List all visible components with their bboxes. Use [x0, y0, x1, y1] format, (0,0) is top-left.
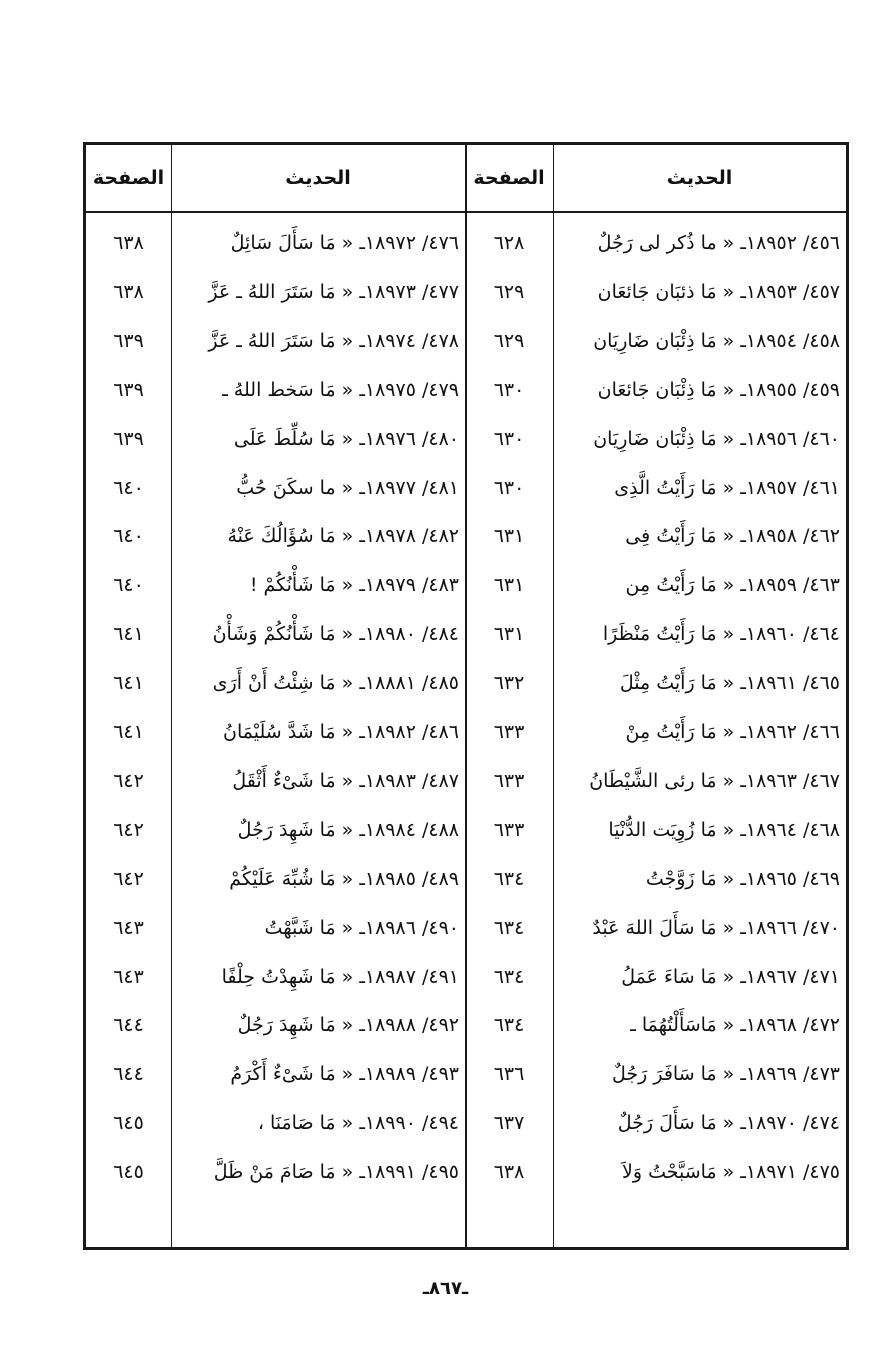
right-page-number: ٦٣١ — [493, 574, 525, 597]
left-page-number: ٦٤٢ — [113, 769, 144, 792]
right-hadith-entry: ٤٦٨/ ١٨٩٦٤ـ « مَا زُوِيَت الدُّنْيَا — [608, 818, 840, 841]
left-page-number: ٦٣٨ — [113, 280, 144, 303]
left-hadith-entry: ٤٩٣/ ١٨٩٨٩ـ « مَا شَىْءٌ أَكْرَمُ — [230, 1063, 459, 1086]
left-hadith-entry: ٤٨٤/ ١٨٩٨٠ـ « مَا شَأْنُكُمْ وَشَأْنُ — [212, 623, 459, 646]
right-page-number: ٦٣٨ — [493, 1161, 525, 1184]
right-hadith-entry: ٤٧٤/ ١٨٩٧٠ـ « مَا سَأَلَ رَجُلٌ — [617, 1112, 840, 1135]
right-page-number: ٦٣٣ — [493, 818, 525, 841]
left-hadith-entry: ٤٧٨/ ١٨٩٧٤ـ « مَا سَتَرَ اللهُ ـ عَزَّ — [208, 329, 459, 352]
left-hadith-entry: ٤٨٢/ ١٨٩٧٨ـ « مَا سُؤَالُكَ عَنْهُ — [227, 525, 459, 548]
right-hadith-entry: ٤٦٤/ ١٨٩٦٠ـ « مَا رَأَيْتُ مَنْظَرًا — [602, 623, 840, 646]
right-page-number: ٦٢٩ — [493, 329, 525, 352]
right-hadith-entry: ٤٦٣/ ١٨٩٥٩ـ « مَا رَأَيْتُ مِن — [625, 574, 840, 597]
left-hadith-entry: ٤٨٩/ ١٨٩٨٥ـ « مَا شُبِّهَ عَلَيْكُمْ — [229, 867, 459, 890]
left-hadith-entry: ٤٧٦/ ١٨٩٧٢ـ « مَا سَأَلَ سَائِلٌ — [230, 232, 459, 254]
right-page-number: ٦٣٦ — [493, 1063, 525, 1086]
page-number: ـ٨٦٧ـ — [422, 1278, 469, 1299]
left-page-number: ٦٤٢ — [113, 818, 144, 841]
right-page-number: ٦٣١ — [493, 525, 525, 548]
left-page-number: ٦٣٩ — [113, 427, 144, 450]
right-page-number: ٦٣٤ — [493, 965, 525, 988]
left-hadith-entry: ٤٨٨/ ١٨٩٨٤ـ « مَا شَهِدَ رَجُلٌ — [237, 818, 459, 841]
right-page-number: ٦٣٠ — [493, 476, 525, 499]
right-hadith-entry: ٤٥٦/ ١٨٩٥٢ـ « ما ذُكر لى رَجُلٌ — [597, 232, 840, 254]
left-hadith-entry: ٤٩١/ ١٨٩٨٧ـ « مَا شَهِدْتُ حِلْفًا — [221, 965, 459, 988]
left-page-number: ٦٣٩ — [113, 329, 144, 352]
right-hadith-entry: ٤٧٣/ ١٨٩٦٩ـ « مَا سَافَرَ رَجُلٌ — [611, 1063, 840, 1086]
right-hadith-entry: ٤٥٨/ ١٨٩٥٤ـ « مَا ذِئْبَان ضَارِيَان — [593, 329, 840, 352]
right-page-number: ٦٣٠ — [493, 427, 525, 450]
left-hadith-entry: ٤٨٥/ ١٨٨٨١ـ « مَا شِئْتُ أَنْ أَرَى — [212, 672, 459, 695]
right-page-number: ٦٣٢ — [493, 672, 525, 695]
left-page-number: ٦٤٠ — [113, 476, 144, 499]
header-right-hadith: الحديث — [666, 167, 733, 189]
right-page-number: ٦٣٠ — [493, 378, 525, 401]
left-hadith-entry: ٤٨٣/ ١٨٩٧٩ـ « مَا شَأْنُكُمْ ! — [249, 574, 459, 597]
left-page-number: ٦٤٢ — [113, 867, 144, 890]
left-hadith-entry: ٤٩٤/ ١٨٩٩٠ـ « مَا صَامَنَا ، — [257, 1112, 459, 1135]
header-divider — [86, 211, 846, 213]
header-left-page: الصفحة — [92, 167, 165, 189]
left-page-number: ٦٤٣ — [113, 916, 144, 939]
left-page-number: ٦٤١ — [113, 721, 144, 743]
right-hadith-entry: ٤٧٢/ ١٨٩٦٨ـ « مَاسَأَلْتُهُمَا ـ — [630, 1014, 840, 1037]
right-hadith-entry: ٤٦٥/ ١٨٩٦١ـ « مَا رَأَيْتُ مِثْلَ — [619, 672, 840, 695]
right-page-number: ٦٣٣ — [493, 769, 525, 792]
left-hadith-entry: ٤٧٩/ ١٨٩٧٥ـ « مَا سَخط اللهُ ـ — [222, 378, 459, 401]
right-hadith-entry: ٤٧٥/ ١٨٩٧١ـ « مَاسَبَّحْتُ وَلاَ — [622, 1161, 840, 1184]
right-page-number: ٦٣٤ — [493, 867, 525, 890]
right-page-number: ٦٢٨ — [493, 232, 525, 254]
right-hadith-entry: ٤٦١/ ١٨٩٥٧ـ « مَا رَأَيْتُ الَّذِى — [614, 476, 840, 499]
right-page-number: ٦٣١ — [493, 623, 525, 646]
left-page-number: ٦٤٥ — [113, 1161, 144, 1184]
left-page-number: ٦٤١ — [113, 672, 144, 695]
right-hadith-entry: ٤٦٩/ ١٨٩٦٥ـ « مَا زَوَّجْتُ — [645, 867, 840, 890]
left-hadith-entry: ٤٨٦/ ١٨٩٨٢ـ « مَا شَدَّ سُلَيْمَانُ — [223, 721, 459, 743]
right-hadith-entry: ٤٦٠/ ١٨٩٥٦ـ « مَا ذِئْبَان ضَارِيَان — [593, 427, 840, 450]
right-page-number: ٦٣٧ — [493, 1112, 525, 1135]
left-hadith-entry: ٤٩٢/ ١٨٩٨٨ـ « مَا شَهِدَ رَجُلٌ — [237, 1014, 459, 1037]
right-hadith-entry: ٤٧٠/ ١٨٩٦٦ـ « مَا سَأَلَ اللهَ عَبْدٌ — [592, 916, 840, 939]
left-page-number: ٦٤٠ — [113, 574, 144, 597]
left-page-number: ٦٣٩ — [113, 378, 144, 401]
left-hadith-entry: ٤٨٠/ ١٨٩٧٦ـ « مَا سُلِّطَ عَلَى — [233, 427, 459, 450]
right-page-number: ٦٣٤ — [493, 1014, 525, 1037]
right-hadith-entry: ٤٦٢/ ١٨٩٥٨ـ « مَا رَأَيْتُ فِى — [625, 525, 840, 548]
left-page-number: ٦٤٤ — [113, 1063, 144, 1086]
right-hadith-entry: ٤٦٦/ ١٨٩٦٢ـ « مَا رَأَيْتُ مِنْ — [625, 721, 840, 743]
right-hadith-entry: ٤٦٧/ ١٨٩٦٣ـ « مَا رئى الشَّيْطَانُ — [589, 769, 840, 792]
left-page-number: ٦٣٨ — [113, 232, 144, 254]
left-hadith-entry: ٤٨٧/ ١٨٩٨٣ـ « مَا شَىْءٌ أَثْقَلُ — [232, 769, 459, 792]
left-hadith-entry: ٤٩٥/ ١٨٩٩١ـ « مَا صَامَ مَنْ ظَلَّ — [213, 1161, 459, 1184]
left-page-number: ٦٤٥ — [113, 1112, 144, 1135]
right-hadith-entry: ٤٥٩/ ١٨٩٥٥ـ « مَا ذِئْبَان جَائعَان — [597, 378, 840, 401]
left-page-number: ٦٤٤ — [113, 1014, 144, 1037]
right-page-number: ٦٢٩ — [493, 280, 525, 303]
header-right-page: الصفحة — [473, 167, 545, 189]
header-left-hadith: الحديث — [285, 167, 351, 189]
right-hadith-entry: ٤٥٧/ ١٨٩٥٣ـ « مَا ذئبَان جَائعَان — [597, 280, 840, 303]
left-hadith-entry: ٤٩٠/ ١٨٩٨٦ـ « مَا شَبَّهْتُ — [264, 916, 459, 939]
left-hadith-entry: ٤٧٧/ ١٨٩٧٣ـ « مَا سَتَرَ اللهُ ـ عَزَّ — [208, 280, 459, 303]
right-hadith-entry: ٤٧١/ ١٨٩٦٧ـ « مَا سَاءَ عَمَلُ — [621, 965, 840, 988]
right-page-number: ٦٣٤ — [493, 916, 525, 939]
right-page-number: ٦٣٣ — [493, 721, 525, 743]
left-page-number: ٦٤٣ — [113, 965, 144, 988]
left-hadith-entry: ٤٨١/ ١٨٩٧٧ـ « ما سكَنَ حُبُّ — [236, 476, 459, 499]
left-page-number: ٦٤١ — [113, 623, 144, 646]
index-table — [83, 142, 849, 1250]
left-page-number: ٦٤٠ — [113, 525, 144, 548]
